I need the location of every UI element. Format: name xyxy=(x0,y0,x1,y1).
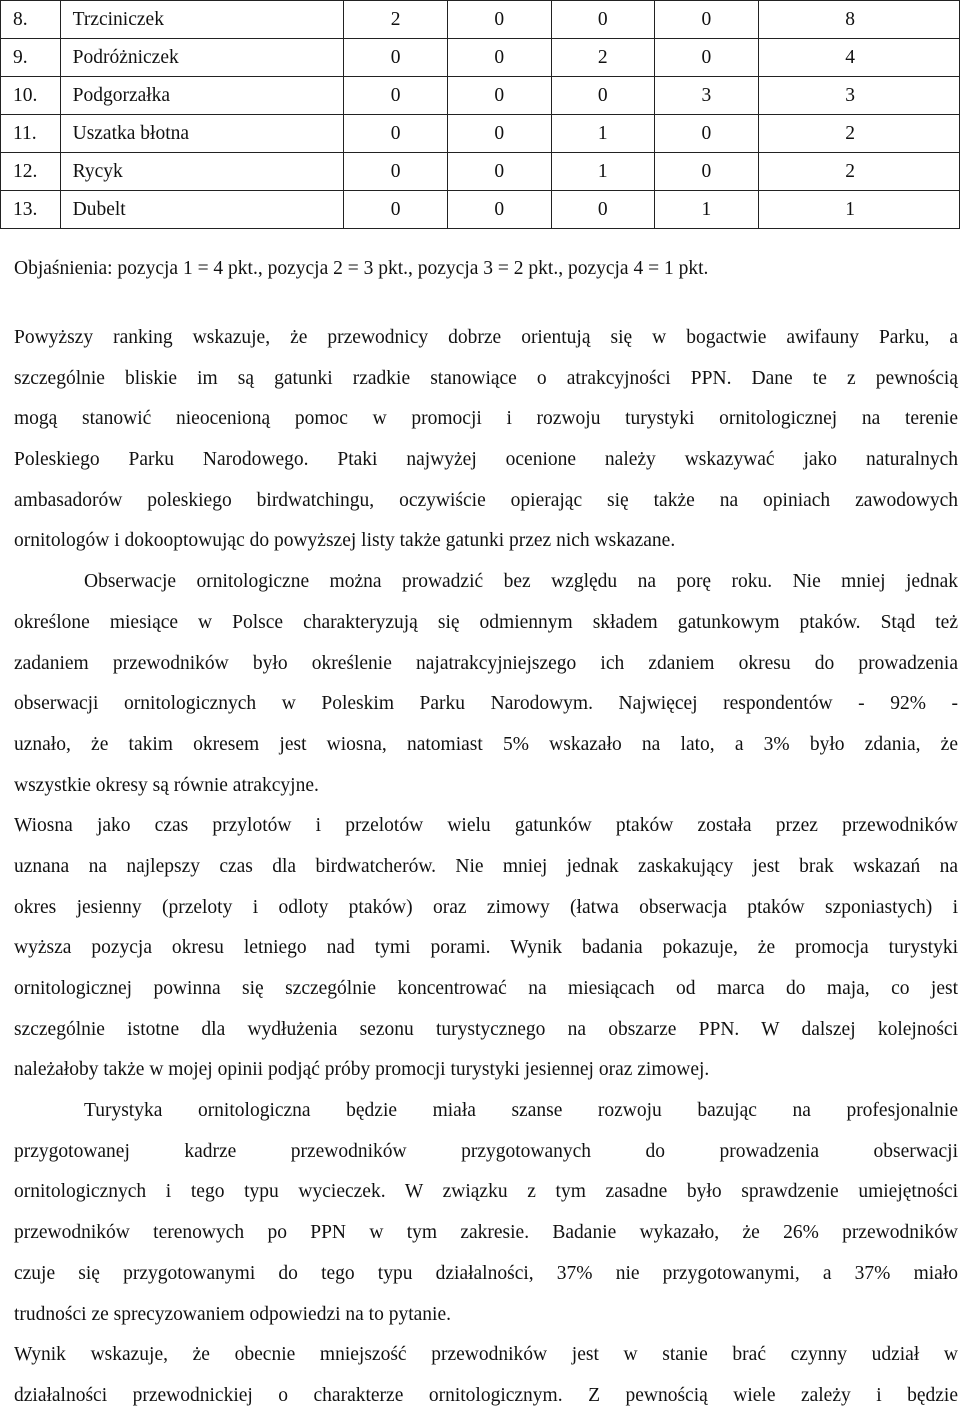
points-total: 2 xyxy=(758,115,959,153)
position-2-count: 0 xyxy=(447,153,551,191)
text-line: uznało, że takim okresem jest wiosna, natomiast 5% wskazało na lato, a 3% było zdania, że xyxy=(14,733,958,755)
position-3-count: 0 xyxy=(551,77,655,115)
species-name: Uszatka błotna xyxy=(60,115,344,153)
position-2-count: 0 xyxy=(447,115,551,153)
bird-ranking-table xyxy=(0,0,960,229)
table-row xyxy=(1,39,960,77)
position-1-count: 2 xyxy=(344,1,448,39)
position-4-count: 0 xyxy=(655,115,759,153)
text-line: ornitologów i dokooptowując do powyższej listy także gatunki przez nich wskazane. xyxy=(14,530,676,552)
position-1-count: 0 xyxy=(344,115,448,153)
species-name: Podróżniczek xyxy=(60,39,344,77)
species-name: Dubelt xyxy=(60,191,344,229)
table-row xyxy=(1,115,960,153)
text-line: uznana na najlepszy czas dla birdwatcherów. Nie mniej jednak zaskakujący jest brak wskazań na xyxy=(14,855,958,877)
text-line: określone miesiące w Polsce charakteryzują się odmiennym składem gatunkowym ptaków. Stąd też xyxy=(14,611,958,633)
position-4-count: 0 xyxy=(655,39,759,77)
position-3-count: 1 xyxy=(551,153,655,191)
position-3-count: 2 xyxy=(551,39,655,77)
table-row xyxy=(1,1,960,39)
text-line: mogą stanowić nieocenioną pomoc w promocji i rozwoju turystyki ornitologicznej na terenie xyxy=(14,408,958,430)
text-line: okres jesienny (przeloty i odloty ptaków) oraz zimowy (łatwa obserwacja ptaków szponiastych) i xyxy=(14,896,958,918)
text-line: obserwacji ornitologicznych w Poleskim Parku Narodowym. Najwięcej respondentów - 92% - xyxy=(14,693,958,715)
text-line: ornitologicznych i tego typu wycieczek. W związku z tym zasadne było sprawdzenie umiejętności xyxy=(14,1181,958,1203)
row-number: 13. xyxy=(1,191,61,229)
position-3-count: 1 xyxy=(551,115,655,153)
ranking-table-body xyxy=(1,1,960,229)
position-4-count: 3 xyxy=(655,77,759,115)
text-line: przewodników terenowych po PPN w tym zakresie. Badanie wykazało, że 26% przewodników xyxy=(14,1222,958,1244)
text-line: zadaniem przewodników było określenie najatrakcyjniejszego ich zdaniem okresu do prowadzenia xyxy=(14,652,958,674)
points-total: 4 xyxy=(758,39,959,77)
text-line: Wynik wskazuje, że obecnie mniejszość przewodników jest w stanie brać czynny udział w xyxy=(14,1344,958,1366)
species-name: Podgorzałka xyxy=(60,77,344,115)
species-name: Rycyk xyxy=(60,153,344,191)
text-line: Wiosna jako czas przylotów i przelotów wielu gatunków ptaków została przez przewodników xyxy=(14,815,958,837)
row-number: 10. xyxy=(1,77,61,115)
text-line: Poleskiego Parku Narodowego. Ptaki najwyżej ocenione należy wskazywać jako naturalnych xyxy=(14,449,958,471)
position-2-count: 0 xyxy=(447,77,551,115)
points-total: 3 xyxy=(758,77,959,115)
points-total: 1 xyxy=(758,191,959,229)
position-1-count: 0 xyxy=(344,77,448,115)
table-row xyxy=(1,191,960,229)
position-3-count: 0 xyxy=(551,1,655,39)
position-4-count: 0 xyxy=(655,153,759,191)
table-row xyxy=(1,77,960,115)
text-line: ambasadorów poleskiego birdwatchingu, oczywiście opierając się także na opiniach zawodowych xyxy=(14,489,958,511)
position-2-count: 0 xyxy=(447,191,551,229)
table-row xyxy=(1,153,960,191)
text-line: działalności przewodnickiej o charakterze ornitologicznym. Z pewnością wiele zależy i będzie xyxy=(14,1384,958,1406)
body-text xyxy=(14,318,958,1417)
table-legend: Objaśnienia: pozycja 1 = 4 pkt., pozycja 2 = 3 pkt., pozycja 3 = 2 pkt., pozycja 4 = 1 pkt. xyxy=(14,258,709,279)
position-1-count: 0 xyxy=(344,191,448,229)
row-number: 12. xyxy=(1,153,61,191)
text-line: szczególnie bliskie im są gatunki rzadkie stanowiące o atrakcyjności PPN. Dane te z pewnością xyxy=(14,367,958,389)
position-1-count: 0 xyxy=(344,153,448,191)
text-line: wszystkie okresy są równie atrakcyjne. xyxy=(14,774,319,796)
text-line: należałoby także w mojej opinii podjąć próby promocji turystyki jesiennej oraz zimowej. xyxy=(14,1059,710,1081)
text-line: wyższa pozycja okresu letniego nad tymi porami. Wynik badania pokazuje, że promocja turystyki xyxy=(14,937,958,959)
text-line: Obserwacje ornitologiczne można prowadzić bez względu na porę roku. Nie mniej jednak xyxy=(84,571,958,593)
position-2-count: 0 xyxy=(447,1,551,39)
position-3-count: 0 xyxy=(551,191,655,229)
species-name: Trzciniczek xyxy=(60,1,344,39)
position-4-count: 1 xyxy=(655,191,759,229)
row-number: 11. xyxy=(1,115,61,153)
position-1-count: 0 xyxy=(344,39,448,77)
row-number: 9. xyxy=(1,39,61,77)
points-total: 8 xyxy=(758,1,959,39)
row-number: 8. xyxy=(1,1,61,39)
position-4-count: 0 xyxy=(655,1,759,39)
text-line: przygotowanej kadrze przewodników przygotowanych do prowadzenia obserwacji xyxy=(14,1140,958,1162)
text-line: Powyższy ranking wskazuje, że przewodnicy dobrze orientują się w bogactwie awifauny Parku, a xyxy=(14,327,958,348)
position-2-count: 0 xyxy=(447,39,551,77)
text-line: szczególnie istotne dla wydłużenia sezonu turystycznego na obszarze PPN. W dalszej kolejności xyxy=(14,1018,958,1040)
points-total: 2 xyxy=(758,153,959,191)
text-line: ornitologicznej powinna się szczególnie koncentrować na miesiącach od marca do maja, co jest xyxy=(14,978,958,999)
text-line: czuje się przygotowanymi do tego typu działalności, 37% nie przygotowanymi, a 37% miało xyxy=(14,1262,958,1284)
text-line: trudności ze sprecyzowaniem odpowiedzi na to pytanie. xyxy=(14,1303,451,1325)
text-line: Turystyka ornitologiczna będzie miała szanse rozwoju bazując na profesjonalnie xyxy=(84,1100,958,1122)
